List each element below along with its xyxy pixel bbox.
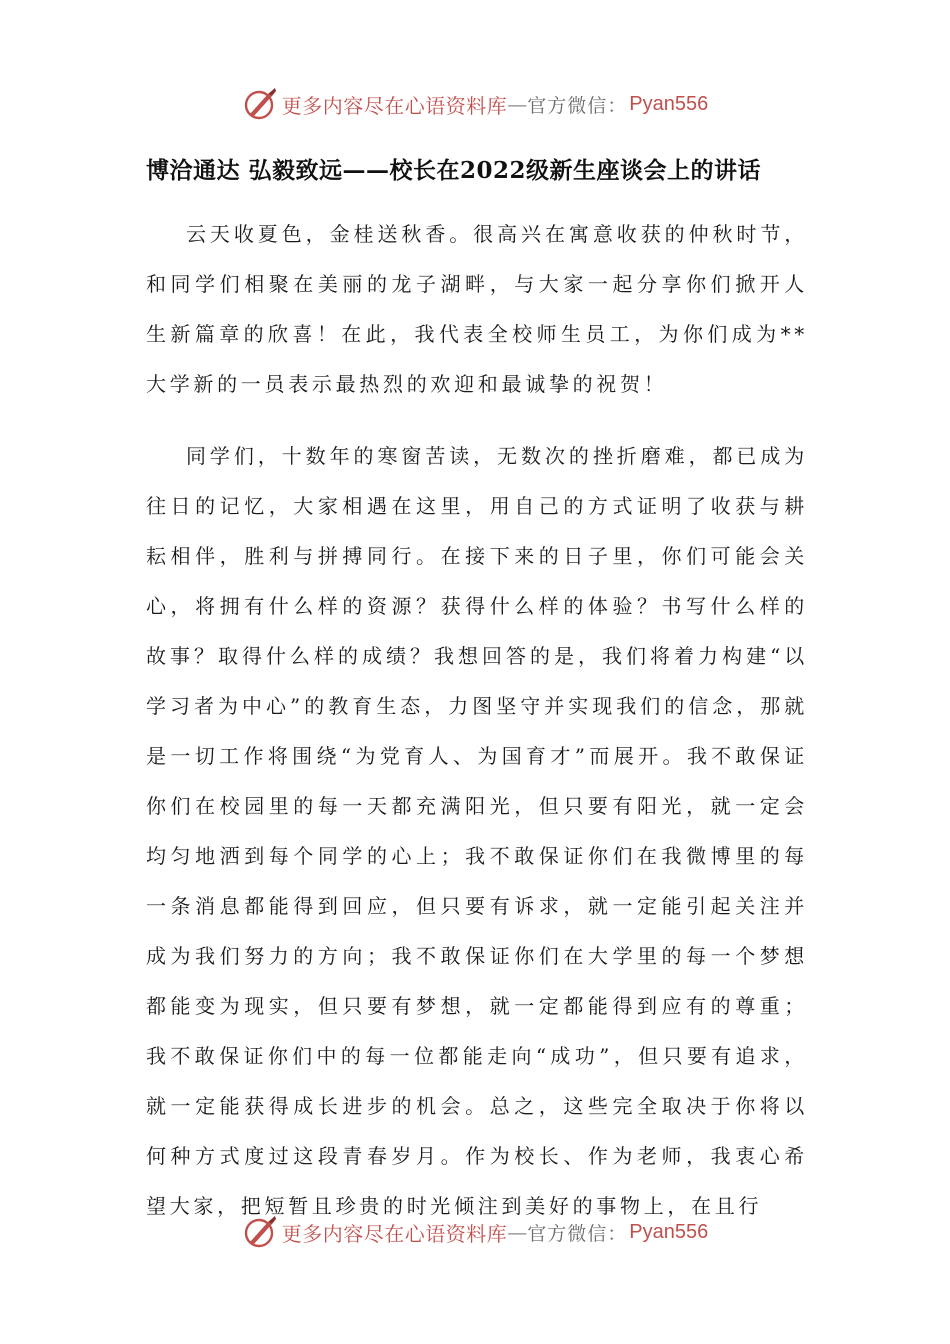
watermark-text: 更多内容尽在心语资料库 bbox=[281, 93, 508, 118]
watermark-text: 更多内容尽在心语资料库 bbox=[281, 1221, 508, 1246]
wechat-label: 官方微信： bbox=[527, 1222, 628, 1245]
footer-watermark bbox=[0, 1212, 950, 1252]
watermark-separator: — bbox=[507, 1220, 528, 1244]
watermark-separator: — bbox=[507, 92, 528, 116]
wechat-label: 官方微信： bbox=[527, 94, 628, 117]
paragraph-2: 同学们，十数年的寒窗苦读，无数次的挫折磨难，都已成为往日的记忆，大家相遇在这里，用自己的方式证明了收获与耕耘相伴，胜利与拼搏同行。在接下来的日子里，你们可能会关心，将拥有什么样的资源？获得什么样的体验？书写什么样的故事？取得什么样的成绩？我想回答的是，我们将着力构建“以学习者为中心”的教育生态，力图坚守并实现我们的信念，那就是一切工作将围绕“为党育人、为国育才”而展开。我不敢保证你们在校园里的每一天都充满阳光，但只要有阳光，就一定会均匀地洒到每个同学的心上；我不敢保证你们在我微博里的每一条消息都能得到回应，但只要有诉求，就一定能引起关注并成为我们努力的方向；我不敢保证你们在大学里的每一个梦想都能变为现实，但只要有梦想，就一定都能得到应有的尊重；我不敢保证你们中的每一位都能走向“成功”，但只要有追求，就一定能获得成长进步的机会。总之，这些完全取决于你将以何种方式度过这段青春岁月。作为校长、作为老师，我衷心希望大家，把短暂且珍贵的时光倾注到美好的事物上，在且行 bbox=[146, 444, 808, 1218]
wechat-id: Pyan556 bbox=[629, 1220, 709, 1243]
document-body bbox=[146, 209, 808, 1231]
pen-logo-icon bbox=[242, 1214, 278, 1250]
pen-logo-icon bbox=[242, 86, 278, 122]
document-title: 博洽通达 弘毅致远——校长在2022级新生座谈会上的讲话 bbox=[146, 157, 762, 184]
paragraph-1: 云天收夏色，金桂送秋香。很高兴在寓意收获的仲秋时节，和同学们相聚在美丽的龙子湖畔，与大家一起分享你们掀开人生新篇章的欣喜！在此，我代表全校师生员工，为你们成为**大学新的一员表示最热烈的欢迎和最诚挚的祝贺！ bbox=[146, 222, 808, 396]
wechat-id: Pyan556 bbox=[629, 92, 709, 115]
header-watermark bbox=[0, 84, 950, 124]
